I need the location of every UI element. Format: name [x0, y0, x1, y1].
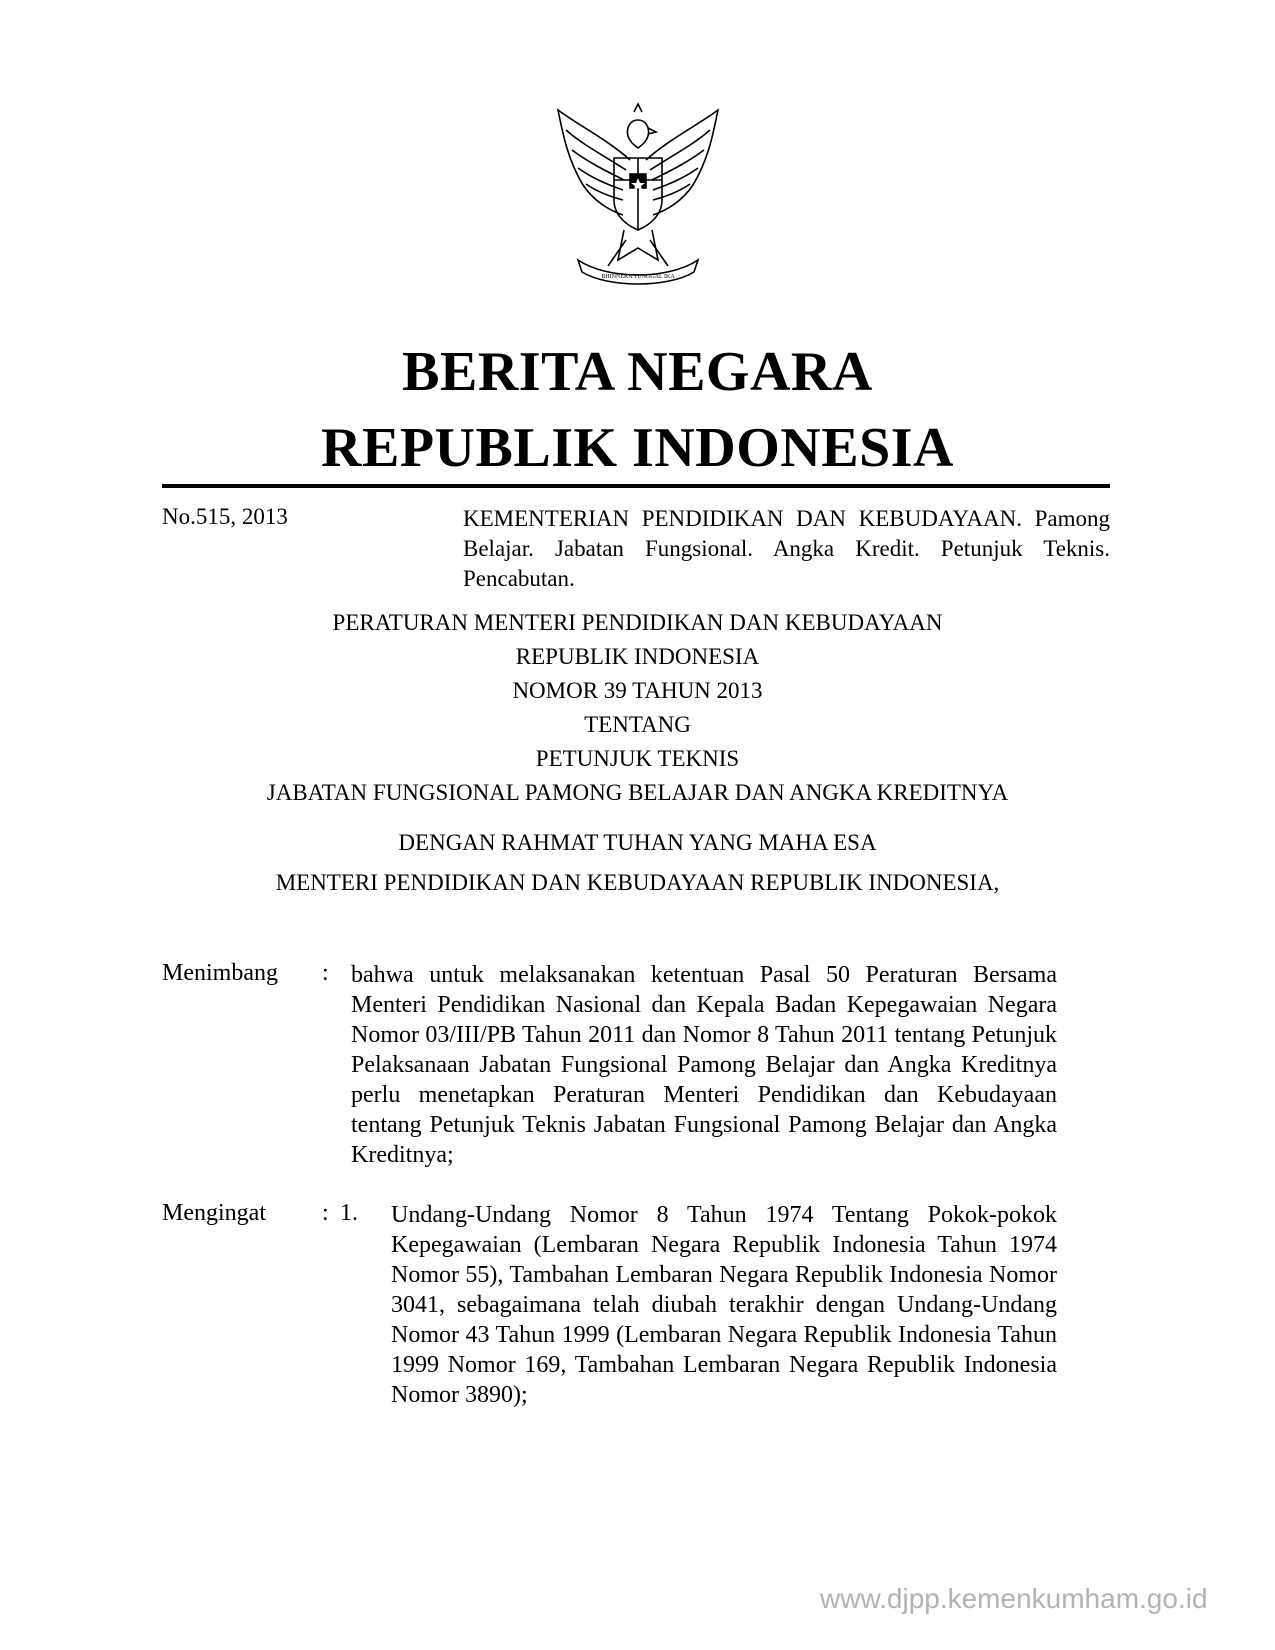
regulation-heading-line6: JABATAN FUNGSIONAL PAMONG BELAJAR DAN ANGKA KREDITNYA — [266, 780, 1009, 805]
mengingat-colon: : — [322, 1200, 329, 1226]
menimbang-colon: : — [322, 960, 329, 986]
opening-line1: DENGAN RAHMAT TUHAN YANG MAHA ESA — [398, 830, 877, 855]
svg-text:BHINNEKA TUNGGAL IKA: BHINNEKA TUNGGAL IKA — [601, 274, 675, 280]
regulation-heading-line1: PERATURAN MENTERI PENDIDIKAN DAN KEBUDAYAAN — [332, 610, 943, 635]
mengingat-item-number: 1. — [340, 1200, 358, 1226]
opening-line2: MENTERI PENDIDIKAN DAN KEBUDAYAAN REPUBLIK INDONESIA, — [275, 870, 1000, 895]
regulation-heading-line5: PETUNJUK TEKNIS — [535, 746, 740, 771]
gazette-topic: KEMENTERIAN PENDIDIKAN DAN KEBUDAYAAN. Pamong Belajar. Jabatan Fungsional. Angka Kredit. Petunjuk Teknis. Pencabutan. — [463, 506, 1110, 591]
regulation-heading-line4: TENTANG — [584, 712, 691, 737]
document-title-line1: BERITA NEGARA — [402, 341, 873, 403]
mengingat-label: Mengingat — [162, 1200, 266, 1226]
regulation-heading-line3: NOMOR 39 TAHUN 2013 — [512, 678, 763, 703]
mengingat-item-text: Undang-Undang Nomor 8 Tahun 1974 Tentang Pokok-pokok Kepegawaian (Lembaran Negara Republik Indonesia Tahun 1974 Nomor 55), Tambahan Lembaran Negara Republik Indonesia Nomor 3041, sebagaimana telah diubah terakhir dengan Undang-Undang Nomor 43 Tahun 1999 (Lembaran Negara Republik Indonesia Tahun 1999 Nomor 169, Tambahan Lembaran Negara Republik Indonesia Nomor 3890); — [391, 1202, 1057, 1408]
menimbang-text: bahwa untuk melaksanakan ketentuan Pasal 50 Peraturan Bersama Menteri Pendidikan Nasional dan Kepala Badan Kepegawaian Negara Nomor 03/III/PB Tahun 2011 dan Nomor 8 Tahun 2011 tentang Petunjuk Pelaksanaan Jabatan Fungsional Pamong Belajar dan Angka Kreditnya perlu menetapkan Peraturan Menteri Pendidikan dan Kebudayaan tentang Petunjuk Teknis Jabatan Fungsional Pamong Belajar dan Angka Kreditnya; — [351, 962, 1057, 1168]
gazette-number: No.515, 2013 — [162, 504, 288, 529]
regulation-heading-line2: REPUBLIK INDONESIA — [515, 644, 760, 669]
watermark-url: www.djpp.kemenkumham.go.id — [820, 1583, 1208, 1614]
title-divider — [162, 484, 1110, 488]
document-title-line2: REPUBLIK INDONESIA — [321, 417, 954, 479]
garuda-pancasila-emblem-icon — [538, 90, 738, 290]
menimbang-label: Menimbang — [162, 960, 278, 986]
